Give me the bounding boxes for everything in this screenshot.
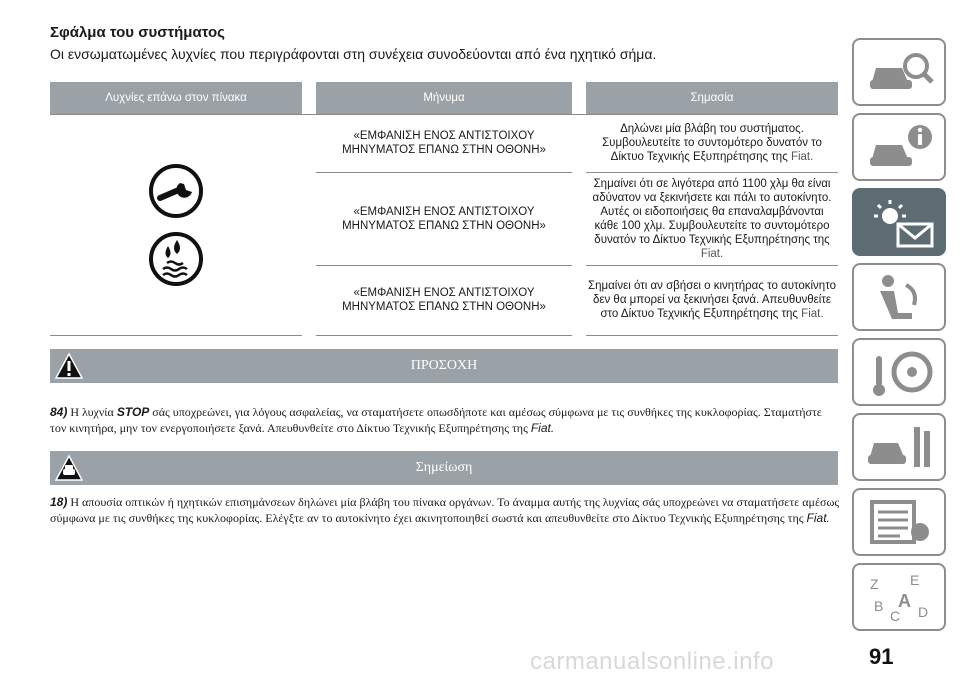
- alphabet-index-icon: [864, 571, 936, 625]
- page-number: 91: [869, 644, 894, 669]
- wrench-warning-icon: [147, 162, 205, 220]
- svg-text:A: A: [898, 591, 911, 611]
- meaning-cell: Σημαίνει ότι αν σβήσει ο κινητήρας το αυτοκίνητο δεν θα μπορεί να ξεκινήσει ξανά. Απευθυνθείτε στο Δίκτυο Τεχνικής Εξυπηρέτησης της Fiat.: [586, 265, 838, 335]
- warning-text: 84) Η λυχνία STOP σάς υποχρεώνει, για λόγους ασφαλείας, να σταματήσετε οπωσδήποτε και αμέσως σύμφωνα με τις συνθήκες της κυκλοφορίας. Σταματήστε τον κινητήρα, μην τον ενεργοποιήσετε ξανά. Απευθυνθείτε στο Δίκτυο Τεχνικής Εξυπηρέτησης της Fiat.: [50, 405, 822, 435]
- warning-lights-table: [50, 82, 838, 336]
- tab-car-search[interactable]: [852, 38, 946, 106]
- oil-water-warning-icon: [147, 230, 205, 288]
- car-note-icon: [54, 454, 84, 482]
- tab-warning-lights[interactable]: [852, 188, 946, 256]
- table-row: [50, 114, 838, 172]
- svg-text:B: B: [874, 598, 884, 614]
- table-header-row: [50, 82, 838, 114]
- tab-specifications[interactable]: [852, 488, 946, 556]
- note-text: 18) Η απουσία οπτικών ή ηχητικών επισημάνσεων δηλώνει μία βλάβη του πίνακα οργάνων. Το άναμμα αυτής της λυχνίας σάς υποχρεώνει να σταματήσετε αμέσως σύμφωνα με τις συνθήκες της κυκλοφορίας. Ελέγξτε αν το αυτοκίνητο έχει ακινητοποιηθεί σωστά και απευθυνθείτε στο Δίκτυο Τεχνικής Εξυπηρέτησης της Fiat.: [50, 495, 840, 525]
- page-title: Σφάλμα του συστήματος: [50, 24, 225, 41]
- warning-lights-message-icon: [864, 196, 936, 250]
- lamps-cell: [50, 114, 302, 335]
- driving-controls-icon: [864, 346, 936, 400]
- svg-text:D: D: [918, 604, 929, 620]
- watermark: carmanualsonline.info: [530, 648, 774, 675]
- warning-triangle-icon: [54, 352, 84, 380]
- note-heading: Σημείωση: [415, 460, 473, 475]
- message-cell: «ΕΜΦΑΝΙΣΗ ΕΝΟΣ ΑΝΤΙΣΤΟΙΧΟΥ ΜΗΝΥΜΑΤΟΣ ΕΠΑΝΩ ΣΤΗΝ ΟΘΟΝΗ»: [316, 265, 572, 335]
- message-cell: «ΕΜΦΑΝΙΣΗ ΕΝΟΣ ΑΝΤΙΣΤΟΙΧΟΥ ΜΗΝΥΜΑΤΟΣ ΕΠΑΝΩ ΣΤΗΝ ΟΘΟΝΗ»: [316, 172, 572, 265]
- warning-heading-band: [50, 349, 838, 383]
- car-search-icon: [864, 46, 936, 100]
- meaning-cell: Δηλώνει μία βλάβη του συστήματος. Συμβουλευτείτε το συντομότερο δυνατόν το Δίκτυο Τεχνικής Εξυπηρέτησης της Fiat.: [586, 114, 838, 172]
- meaning-cell: Σημαίνει ότι σε λιγότερα από 1100 χλμ θα είναι αδύνατον να ξεκινήσετε και πάλι το αυτοκίνητο. Αυτές οι ειδοποιήσεις θα επαναλαμβάνονται κάθε 100 χλμ. Συμβουλευτείτε το συντομότερο δυνατόν το Δίκτυο Τεχνικής Εξυπηρέτησης της Fiat.: [586, 172, 838, 265]
- header-meaning: Σημασία: [586, 82, 838, 114]
- svg-text:E: E: [910, 572, 920, 588]
- page-intro: Οι ενσωματωμένες λυχνίες που περιγράφονται στη συνέχεια συνοδεύονται από ένα ηχητικό σήμα.: [50, 46, 657, 62]
- message-cell: «ΕΜΦΑΝΙΣΗ ΕΝΟΣ ΑΝΤΙΣΤΟΙΧΟΥ ΜΗΝΥΜΑΤΟΣ ΕΠΑΝΩ ΣΤΗΝ ΟΘΟΝΗ»: [316, 114, 572, 172]
- tab-driving[interactable]: [852, 338, 946, 406]
- header-lamps: Λυχνίες επάνω στον πίνακα: [50, 82, 302, 114]
- warning-heading: ΠΡΟΣΟΧΗ: [410, 358, 478, 373]
- svg-text:Z: Z: [870, 576, 879, 592]
- tab-index[interactable]: [852, 563, 946, 631]
- seat-airbag-icon: [864, 271, 936, 325]
- tab-safety[interactable]: [852, 263, 946, 331]
- tab-car-info[interactable]: [852, 113, 946, 181]
- tab-emergency[interactable]: [852, 413, 946, 481]
- svg-text:C: C: [890, 608, 901, 624]
- car-tools-icon: [864, 421, 936, 475]
- chapter-tabs: [852, 38, 946, 638]
- car-specs-icon: [864, 496, 936, 550]
- note-heading-band: [50, 451, 838, 485]
- car-info-icon: [864, 121, 936, 175]
- header-message: Μήνυμα: [316, 82, 572, 114]
